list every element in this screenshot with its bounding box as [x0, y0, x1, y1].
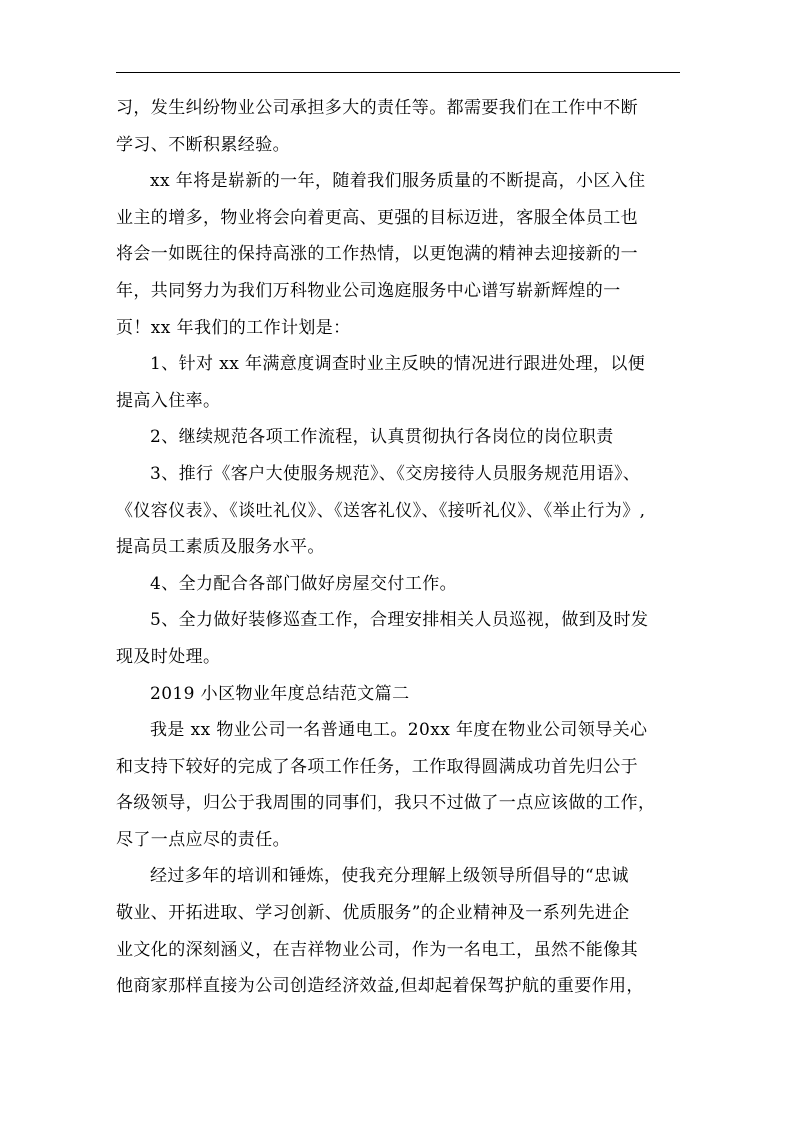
text-line: 学习、不断积累经验。: [116, 134, 290, 155]
list-item: [116, 566, 680, 603]
text-line: 业文化的深刻涵义，在吉祥物业公司，作为一名电工，虽然不能像其: [116, 939, 638, 960]
paragraph: [116, 90, 680, 163]
text-line: 4、全力配合各部门做好房屋交付工作。: [150, 573, 458, 594]
text-line: 经过多年的培训和锤炼，使我充分理解上级领导所倡导的“忠诚: [150, 866, 629, 887]
header-rule: [116, 72, 680, 73]
text-line: 《仪容仪表》、《谈吐礼仪》、《送客礼仪》、《接听礼仪》、《举止行为》,: [116, 500, 646, 521]
text-line: 现及时处理。: [116, 646, 221, 667]
section-heading: [116, 676, 680, 713]
text-line: 5、全力做好装修巡查工作，合理安排相关人员巡视，做到及时发: [150, 610, 649, 631]
text-line: 提高入住率。: [116, 390, 221, 411]
text-line: 习，发生纠纷物业公司承担多大的责任等。都需要我们在工作中不断: [116, 98, 638, 118]
paragraph: [116, 163, 680, 346]
text-line: 和支持下较好的完成了各项工作任务，工作取得圆满成功首先归公于: [116, 756, 638, 777]
text-line: xx 年将是崭新的一年，随着我们服务质量的不断提高，小区入住: [150, 171, 646, 192]
paragraph: [116, 712, 680, 858]
text-line: 我是 xx 物业公司一名普通电工。20xx 年度在物业公司领导关心: [150, 720, 648, 741]
text-line: 将会一如既往的保持高涨的工作热情，以更饱满的精神去迎接新的一: [116, 244, 638, 265]
document-body: [116, 90, 680, 1005]
text-line: 页！xx 年我们的工作计划是：: [116, 317, 351, 338]
text-line: 敬业、开拓进取、学习创新、优质服务”的企业精神及一系列先进企: [116, 903, 630, 924]
text-line: 年，共同努力为我们万科物业公司逸庭服务中心谱写崭新辉煌的一: [116, 280, 621, 301]
list-item: [116, 602, 680, 675]
text-line: 2019 小区物业年度总结范文篇二: [150, 683, 410, 704]
text-line: 1、针对 xx 年满意度调查时业主反映的情况进行跟进处理，以便: [150, 354, 646, 375]
list-item: [116, 419, 680, 456]
paragraph: [116, 858, 680, 1004]
text-line: 提高员工素质及服务水平。: [116, 537, 325, 558]
text-line: 3、推行《客户大使服务规范》、《交房接待人员服务规范用语》、: [150, 463, 641, 484]
text-line: 业主的增多，物业将会向着更高、更强的目标迈进，客服全体员工也: [116, 207, 638, 228]
list-item: [116, 456, 680, 566]
text-line: 他商家那样直接为公司创造经济效益,但却起着保驾护航的重要作用，: [116, 976, 644, 997]
list-item: [116, 346, 680, 419]
text-line: 尽了一点应尽的责任。: [116, 829, 290, 850]
text-line: 2、继续规范各项工作流程，认真贯彻执行各岗位的岗位职责: [150, 427, 614, 448]
text-line: 各级领导，归公于我周围的同事们，我只不过做了一点应该做的工作，: [116, 793, 656, 814]
